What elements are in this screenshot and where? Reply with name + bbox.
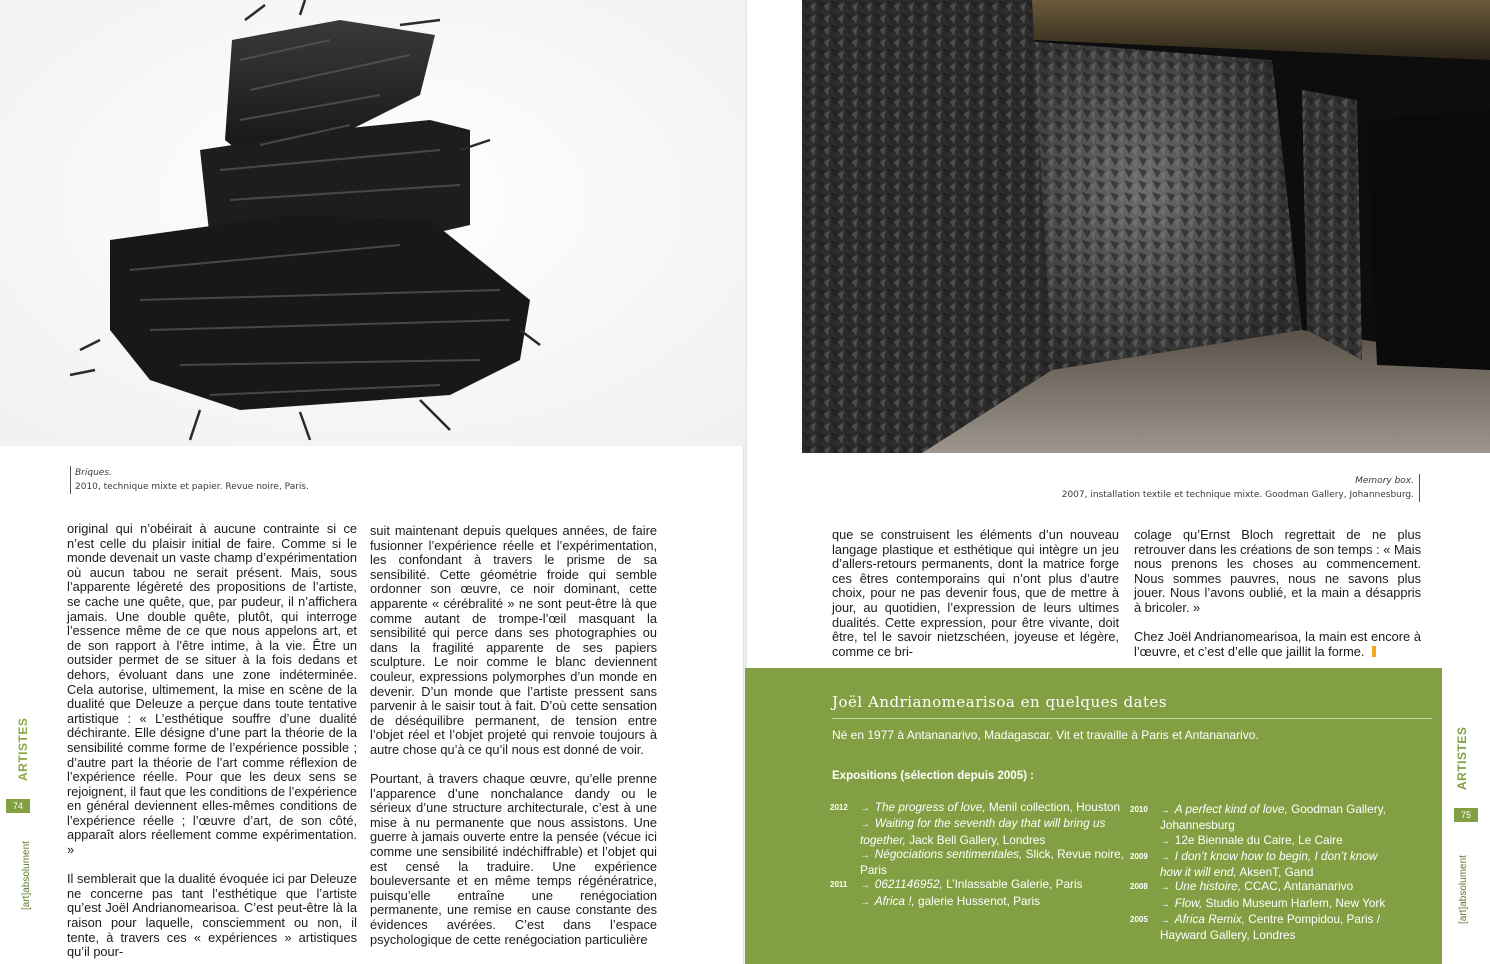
final-text: Chez Joël Andrianomearisoa, la main est encore à l’œuvre, et c’est d’elle que jaillit la forme. [1134, 629, 1421, 659]
paragraph-final [1134, 630, 1421, 659]
exhibition-title: Waiting for the seventh day that will bring us together, [860, 816, 1106, 847]
exhibition-year: 2005 [1130, 915, 1148, 925]
exhibition-title: A perfect kind of love, [1174, 802, 1288, 816]
exhibition-entry [1130, 849, 1400, 880]
exhibition-title: Africa Remix, [1174, 912, 1245, 927]
arrow-icon: → [1160, 851, 1173, 863]
arrow-icon: → [1160, 835, 1173, 847]
caption-details: 2007, installation textile et technique mixte. Goodman Gallery, Johannesburg. [1061, 490, 1414, 500]
exhibition-venue: AksenT, Gand [1236, 865, 1314, 880]
exhibition-venue: Jack Bell Gallery, Londres [905, 832, 1046, 847]
arrow-icon: → [860, 803, 873, 814]
exhibition-year: 2009 [1130, 851, 1148, 861]
divider [832, 718, 1432, 719]
exhibition-venue: Menil collection, Houston [985, 800, 1121, 814]
exhibition-year: 2011 [830, 880, 848, 890]
exhibition-title: 0621146952, [874, 877, 943, 892]
exhibition-entry [1130, 802, 1400, 833]
dates-box-title: Joël Andrianomearisoa en quelques dates [832, 693, 1168, 711]
magazine-brand: [art]absolument [1458, 855, 1469, 924]
exhibition-title: Une histoire, [1174, 879, 1242, 894]
exhibition-venue: Goodman Gallery, Johannesburg [1160, 802, 1386, 833]
exhibition-entry [830, 847, 1130, 878]
paragraph: suit maintenant depuis quelques années, de faire fusionner l’expérience réelle et l’expérimentation, les confondant à travers le prisme de sa sensibilité. Cette géométrie froide qui semble ordonner son œuvre, ce noir dominant, cette apparente « cérébralité » ne sont peut-être là que comme autant de trompe-l’œil masquant la sensibilité qui perce dans ses photographies ou dans la fragilité apparente de ses papiers sculpture. Le noir comme le blanc deviennent couleur, expressions polymorphes d’un monde en devenir. D’un monde que l’artiste pressent sans parvenir à le saisir tout à fait. D’où cette sensation de déséquilibre permanent, de tension entre l’objet réel et l’objet projeté qui renvoie toujours à autre chose qu’à ce qu’il nous est donné de voir. [370, 523, 657, 757]
caption-details: 2010, technique mixte et papier. Revue noire, Paris. [75, 482, 309, 492]
paragraph: colage qu’Ernst Bloch regrettait de ne plus retrouver dans les créations de son temps : « Mais nous prenons les choses au commencement. Nous sommes pauvres, nous ne savons plus jouer. Nous l’avons oublié, et la main a désappris à bricoler. » [1134, 527, 1421, 615]
exhibitions-list-right [1130, 802, 1400, 943]
exhibition-entry [1130, 833, 1400, 849]
exhibition-title: Africa !, [874, 893, 915, 908]
arrow-icon: → [860, 819, 873, 831]
paragraph: Il semblerait que la dualité évoquée ici par Deleuze ne concerne pas tant l’esthétique que l’artiste qu’est Joël Andrianomearisoa. C’est peut-être là la raison pour laquelle, consciemment ou non, il tente, à travers ces « expériences » artistiques qu’il pour- [67, 871, 357, 960]
exhibition-entry [830, 877, 1130, 893]
exhibition-entry [830, 816, 1130, 847]
exhibition-year: 2008 [1130, 882, 1148, 892]
arrow-icon: → [860, 896, 873, 908]
arrow-icon: → [860, 849, 873, 861]
exhibition-entry [1130, 879, 1400, 895]
exhibition-venue: L’Inlassable Galerie, Paris [942, 877, 1083, 892]
exhibition-venue: Studio Museum Harlem, New York [1202, 895, 1386, 910]
arrow-icon: → [860, 880, 873, 892]
artist-bio: Né en 1977 à Antananarivo, Madagascar. Vit et travaille à Paris et Antananarivo. [832, 728, 1259, 742]
exhibition-title: Flow, [1174, 895, 1203, 910]
paragraph: Pourtant, à travers chaque œuvre, qu’elle prenne l’apparence d’une nonchalance dandy ou le sérieux d’une structure architecturale, c’est à une mise à nu permanente que nous assistons. Une guerre à jamais ouverte entre la pensée (vécue ici comme une sensibilité indéchiffrable) et l’objet qui est censé la traduire. Une expérience bouleversante et en même temps régénératrice, puisqu’elle entraîne une renégociation permanente, une remise en cause constante des évidences avérées. C’est dans l’espace psychologique de cette renégociation particulière [370, 771, 657, 947]
photo-memory-box [802, 0, 1490, 453]
exhibition-entry [830, 800, 1130, 816]
text-column-3 [832, 528, 1119, 674]
caption-memory-box [1062, 474, 1420, 502]
exhibitions-heading: Expositions (sélection depuis 2005) : [832, 770, 1034, 782]
exhibition-year: 2012 [830, 803, 848, 812]
page-number: 74 [6, 799, 30, 813]
exhibition-title: I don’t know how to begin, I don’t know how it will end, [1160, 848, 1378, 880]
paragraph: que se construisent les éléments d’un nouveau langage plastique et esthétique qui intègre un jeu d’allers-retours permanents, dont la matrice forge ces êtres contemporains qui n’ont plus d’autre choix, pour ne pas devenir fous, que de mettre à jour, au quotidien, l’expression de leurs ultimes dualités. Cette expression, pour être vivante, doit être, tel le savoir nietzschéen, joyeuse et légère, comme ce bri- [832, 527, 1119, 659]
exhibition-venue: CCAC, Antananarivo [1241, 879, 1354, 894]
exhibition-entry [1130, 896, 1400, 912]
arrow-icon: → [1160, 898, 1173, 910]
paragraph: original qui n’obéirait à aucune contrainte si ce n’est celle du plaisir initial de faire. Comme si le monde devenait un vaste champ d’expérimentation où aucun tabou ne serait présent. Mais, sous l’apparente légèreté des propositions de l’artiste, se cache une quête, que, par pudeur, il n’affichera jamais. Une double quête, plutôt, qui interroge l’essence même de ce que nous appelons art, et de son rapport à l’être intime, à la vie. Être un outsider permet de se situer à la fois dedans et dehors, évoluant dans une zone indéterminée. Cela autorise, ultimement, la mise en scène de la dualité que Deleuze a perçue dans toute tentative artistique : « L’esthétique souffre d’une dualité déchirante. Elle désigne d’une part la théorie de la sensibilité comme forme de l’expérience possible ; d’autre part la théorie de l’art comme réflexion de l’expérience réelle. Pour que les deux sens se rejoignent, il faut que les conditions de l’expérience en général deviennent elles-mêmes conditions de l’expérience réelle ; l’œuvre d’art, de son côté, apparaît alors réellement comme expérimentation. » [67, 521, 357, 858]
arrow-icon: → [1160, 915, 1173, 927]
arrow-icon: → [1160, 805, 1173, 816]
exhibitions-list-left [830, 800, 1130, 910]
caption-title: Briques. [75, 468, 112, 478]
arrow-icon: → [1160, 882, 1173, 894]
exhibition-venue: Slick, Revue noire, Paris [860, 846, 1124, 878]
exhibition-year: 2010 [1130, 805, 1148, 814]
page-number: 75 [1454, 808, 1478, 822]
exhibition-entry [1130, 912, 1400, 943]
caption-title: Memory box. [1355, 476, 1414, 486]
text-column-2 [370, 524, 657, 962]
exhibition-venue: Centre Pompidou, Paris / Hayward Gallery, Londres [1160, 912, 1380, 943]
exhibition-entry [830, 894, 1130, 910]
exhibition-title: The progress of love, [874, 800, 986, 814]
exhibition-venue: 12e Biennale du Caire, Le Caire [1174, 832, 1343, 847]
caption-briques [70, 466, 309, 494]
magazine-brand: [art]absolument [21, 841, 32, 910]
rubric-label: ARTISTES [16, 717, 30, 781]
photo-briques [0, 0, 745, 446]
end-of-article-mark [1372, 646, 1376, 657]
text-column-4 [1134, 528, 1421, 674]
exhibition-venue: galerie Hussenot, Paris [914, 893, 1041, 908]
rubric-label: ARTISTES [1455, 726, 1469, 790]
exhibition-title: Négociations sentimentales, [874, 846, 1023, 861]
text-column-1 [67, 522, 357, 964]
